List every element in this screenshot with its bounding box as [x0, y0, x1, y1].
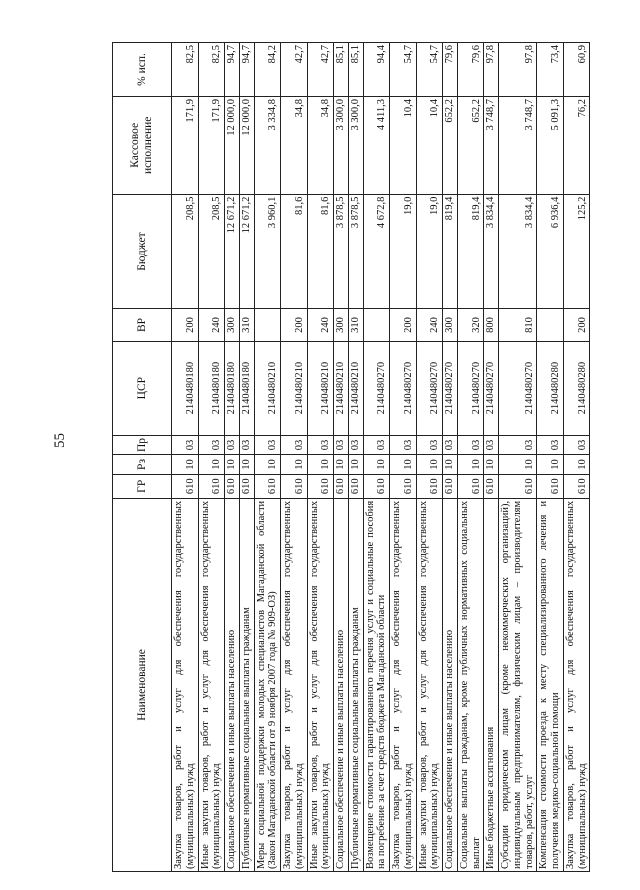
cell-vr: 320 [457, 309, 484, 341]
cell-vr: 300 [443, 309, 458, 341]
cell-rz: 10 [225, 455, 240, 475]
cell-gr: 610 [390, 474, 417, 498]
cell-budget: 19,0 [390, 194, 417, 309]
cell-name: Закупка товаров, работ и услуг для обеспечения государственных (муниципальных) нужд [281, 498, 308, 871]
cell-csr: 2140480270 [457, 341, 484, 435]
budget-table [112, 42, 590, 872]
cell-name: Возмещение стоимости гарантированного перечня услуг и социальные пособия на погребение за счет средств бюджета Магаданской области [363, 498, 390, 871]
cell-name: Меры социальной поддержки молодых специалистов Магаданской области (Закон Магаданской области от 9 ноября 2007 года № 909-ОЗ) [254, 498, 281, 871]
cell-cash: 12 000,0 [225, 97, 240, 195]
cell-csr: 2140480210 [307, 341, 334, 435]
cell-gr: 610 [484, 474, 499, 498]
cell-budget: 81,6 [281, 194, 308, 309]
cell-pct: 54,7 [390, 43, 417, 97]
cell-vr: 240 [416, 309, 443, 341]
cell-gr: 610 [225, 474, 240, 498]
cell-budget: 81,6 [307, 194, 334, 309]
rotated-page [112, 42, 590, 872]
cell-cash: 4 411,3 [363, 97, 390, 195]
cell-gr: 610 [457, 474, 484, 498]
cell-csr: 2140480270 [390, 341, 417, 435]
cell-pct: 97,8 [484, 43, 499, 97]
cell-csr: 2140480270 [443, 341, 458, 435]
cell-vr: 240 [307, 309, 334, 341]
cell-pct: 94,7 [239, 43, 254, 97]
cell-pr: 03 [537, 435, 564, 455]
cell-pr: 03 [563, 435, 590, 455]
cell-budget: 3 834,4 [484, 194, 499, 309]
cell-name: Закупка товаров, работ и услуг для обеспечения государственных (муниципальных) нужд [172, 498, 199, 871]
cell-cash: 34,8 [307, 97, 334, 195]
cell-pct: 84,2 [254, 43, 281, 97]
cell-rz: 10 [348, 455, 363, 475]
cell-budget: 12 671,2 [239, 194, 254, 309]
table-row [239, 43, 254, 872]
cell-pct: 82,5 [198, 43, 225, 97]
table-body [172, 43, 590, 872]
cell-cash: 34,8 [281, 97, 308, 195]
cell-name: Социальное обеспечение и иные выплаты населению [334, 498, 349, 871]
cell-rz: 10 [443, 455, 458, 475]
cell-pr: 03 [239, 435, 254, 455]
cell-pr: 03 [172, 435, 199, 455]
table-row [348, 43, 363, 872]
cell-name: Социальное обеспечение и иные выплаты населению [443, 498, 458, 871]
cell-pr: 03 [499, 435, 537, 455]
table-row [416, 43, 443, 872]
cell-rz: 10 [172, 455, 199, 475]
header-pct: % исп. [113, 43, 172, 97]
cell-rz: 10 [198, 455, 225, 475]
table-row [563, 43, 590, 872]
cell-cash: 3 748,7 [499, 97, 537, 195]
header-budget: Бюджет [113, 194, 172, 309]
cell-pr: 03 [281, 435, 308, 455]
cell-pct: 73,4 [537, 43, 564, 97]
cell-budget: 6 936,4 [537, 194, 564, 309]
cell-gr: 610 [172, 474, 199, 498]
table-row [443, 43, 458, 872]
table-row [457, 43, 484, 872]
cell-pct: 42,7 [307, 43, 334, 97]
cell-cash: 10,4 [390, 97, 417, 195]
cell-cash: 12 000,0 [239, 97, 254, 195]
cell-vr: 310 [239, 309, 254, 341]
cell-cash: 5 091,3 [537, 97, 564, 195]
cell-cash: 3 334,8 [254, 97, 281, 195]
table-row [307, 43, 334, 872]
cell-pct: 79,6 [443, 43, 458, 97]
cell-rz: 10 [563, 455, 590, 475]
cell-pr: 03 [457, 435, 484, 455]
cell-budget: 3 834,4 [499, 194, 537, 309]
cell-name: Иные бюджетные ассигнования [484, 498, 499, 871]
cell-name: Иные закупки товаров, работ и услуг для обеспечения государственных (муниципальных) нужд [198, 498, 225, 871]
cell-vr: 200 [563, 309, 590, 341]
cell-csr: 2140480210 [254, 341, 281, 435]
cell-cash: 652,2 [457, 97, 484, 195]
cell-name: Субсидии юридическим лицам (кроме некоммерческих организаций), индивидуальным предпринимателям, физическим лицам – производителям товаров, работ, услуг [499, 498, 537, 871]
cell-vr: 200 [390, 309, 417, 341]
header-row [113, 43, 172, 872]
table-row [281, 43, 308, 872]
cell-pr: 03 [307, 435, 334, 455]
table-row [334, 43, 349, 872]
cell-budget: 819,4 [443, 194, 458, 309]
cell-gr: 610 [537, 474, 564, 498]
table-row [499, 43, 537, 872]
cell-pct: 60,9 [563, 43, 590, 97]
cell-vr [537, 309, 564, 341]
cell-rz: 10 [499, 455, 537, 475]
cell-name: Иные закупки товаров, работ и услуг для обеспечения государственных (муниципальных) нужд [307, 498, 334, 871]
cell-pct: 94,7 [225, 43, 240, 97]
cell-gr: 610 [348, 474, 363, 498]
cell-budget: 3 960,1 [254, 194, 281, 309]
cell-vr: 240 [198, 309, 225, 341]
cell-name: Социальные выплаты гражданам, кроме публичных нормативных социальных выплат [457, 498, 484, 871]
cell-gr: 610 [563, 474, 590, 498]
cell-name: Публичные нормативные социальные выплаты гражданам [348, 498, 363, 871]
cell-budget: 208,5 [198, 194, 225, 309]
cell-csr: 2140480270 [499, 341, 537, 435]
table-row [484, 43, 499, 872]
cell-csr: 2140480180 [239, 341, 254, 435]
header-rz: Рз [113, 455, 172, 475]
cell-rz: 10 [363, 455, 390, 475]
cell-budget: 12 671,2 [225, 194, 240, 309]
cell-pct: 85,1 [334, 43, 349, 97]
cell-name: Социальное обеспечение и иные выплаты населению [225, 498, 240, 871]
cell-budget: 125,2 [563, 194, 590, 309]
table-row [390, 43, 417, 872]
cell-vr: 300 [334, 309, 349, 341]
cell-gr: 610 [307, 474, 334, 498]
cell-vr: 200 [172, 309, 199, 341]
cell-csr: 2140480210 [334, 341, 349, 435]
cell-cash: 3 748,7 [484, 97, 499, 195]
cell-pr: 03 [484, 435, 499, 455]
cell-rz: 10 [239, 455, 254, 475]
table-row [225, 43, 240, 872]
cell-pr: 03 [225, 435, 240, 455]
cell-cash: 76,2 [563, 97, 590, 195]
page-number: 55 [52, 433, 68, 448]
cell-cash: 3 300,0 [334, 97, 349, 195]
cell-budget: 19,0 [416, 194, 443, 309]
cell-rz: 10 [457, 455, 484, 475]
cell-budget: 3 878,5 [334, 194, 349, 309]
cell-gr: 610 [499, 474, 537, 498]
cell-gr: 610 [416, 474, 443, 498]
header-cash: Кассовое исполнение [113, 97, 172, 195]
header-csr: ЦСР [113, 341, 172, 435]
cell-csr: 2140480280 [537, 341, 564, 435]
header-pr: Пр [113, 435, 172, 455]
cell-csr: 2140480270 [416, 341, 443, 435]
cell-vr [254, 309, 281, 341]
cell-budget: 3 878,5 [348, 194, 363, 309]
cell-gr: 610 [198, 474, 225, 498]
cell-name: Закупка товаров, работ и услуг для обеспечения государственных (муниципальных) нужд [563, 498, 590, 871]
cell-cash: 10,4 [416, 97, 443, 195]
cell-csr: 2140480180 [172, 341, 199, 435]
cell-name: Закупка товаров, работ и услуг для обеспечения государственных (муниципальных) нужд [390, 498, 417, 871]
cell-vr [363, 309, 390, 341]
cell-vr: 800 [484, 309, 499, 341]
cell-pr: 03 [443, 435, 458, 455]
cell-pct: 42,7 [281, 43, 308, 97]
table-row [537, 43, 564, 872]
cell-csr: 2140480280 [563, 341, 590, 435]
cell-csr: 2140480210 [348, 341, 363, 435]
cell-gr: 610 [239, 474, 254, 498]
cell-pct: 97,8 [499, 43, 537, 97]
cell-rz: 10 [390, 455, 417, 475]
cell-cash: 171,9 [172, 97, 199, 195]
cell-pct: 79,6 [457, 43, 484, 97]
header-name: Наименование [113, 498, 172, 871]
cell-pct: 85,1 [348, 43, 363, 97]
cell-rz: 10 [281, 455, 308, 475]
cell-pr: 03 [363, 435, 390, 455]
cell-name: Компенсация стоимости проезда к месту специализированного лечения и получения медико-социальной помощи [537, 498, 564, 871]
cell-pct: 94,4 [363, 43, 390, 97]
cell-csr: 2140480270 [363, 341, 390, 435]
header-gr: ГР [113, 474, 172, 498]
cell-rz: 10 [307, 455, 334, 475]
cell-vr: 810 [499, 309, 537, 341]
cell-csr: 2140480210 [281, 341, 308, 435]
cell-vr: 310 [348, 309, 363, 341]
table-row [172, 43, 199, 872]
cell-gr: 610 [281, 474, 308, 498]
cell-rz: 10 [537, 455, 564, 475]
cell-vr: 300 [225, 309, 240, 341]
cell-cash: 652,2 [443, 97, 458, 195]
cell-budget: 4 672,8 [363, 194, 390, 309]
cell-rz: 10 [254, 455, 281, 475]
header-vr: ВР [113, 309, 172, 341]
cell-rz: 10 [334, 455, 349, 475]
cell-pct: 82,5 [172, 43, 199, 97]
cell-budget: 208,5 [172, 194, 199, 309]
cell-pr: 03 [416, 435, 443, 455]
cell-pr: 03 [254, 435, 281, 455]
cell-name: Иные закупки товаров, работ и услуг для обеспечения государственных (муниципальных) нужд [416, 498, 443, 871]
cell-gr: 610 [363, 474, 390, 498]
cell-budget: 819,4 [457, 194, 484, 309]
cell-gr: 610 [334, 474, 349, 498]
cell-pr: 03 [390, 435, 417, 455]
table-row [254, 43, 281, 872]
table-row [363, 43, 390, 872]
cell-csr: 2140480180 [198, 341, 225, 435]
cell-rz: 10 [484, 455, 499, 475]
cell-csr: 2140480180 [225, 341, 240, 435]
cell-pct: 54,7 [416, 43, 443, 97]
cell-pr: 03 [348, 435, 363, 455]
cell-csr: 2140480270 [484, 341, 499, 435]
cell-pr: 03 [198, 435, 225, 455]
cell-vr: 200 [281, 309, 308, 341]
cell-cash: 171,9 [198, 97, 225, 195]
cell-rz: 10 [416, 455, 443, 475]
cell-cash: 3 300,0 [348, 97, 363, 195]
cell-pr: 03 [334, 435, 349, 455]
table-row [198, 43, 225, 872]
cell-gr: 610 [254, 474, 281, 498]
cell-gr: 610 [443, 474, 458, 498]
cell-name: Публичные нормативные социальные выплаты гражданам [239, 498, 254, 871]
